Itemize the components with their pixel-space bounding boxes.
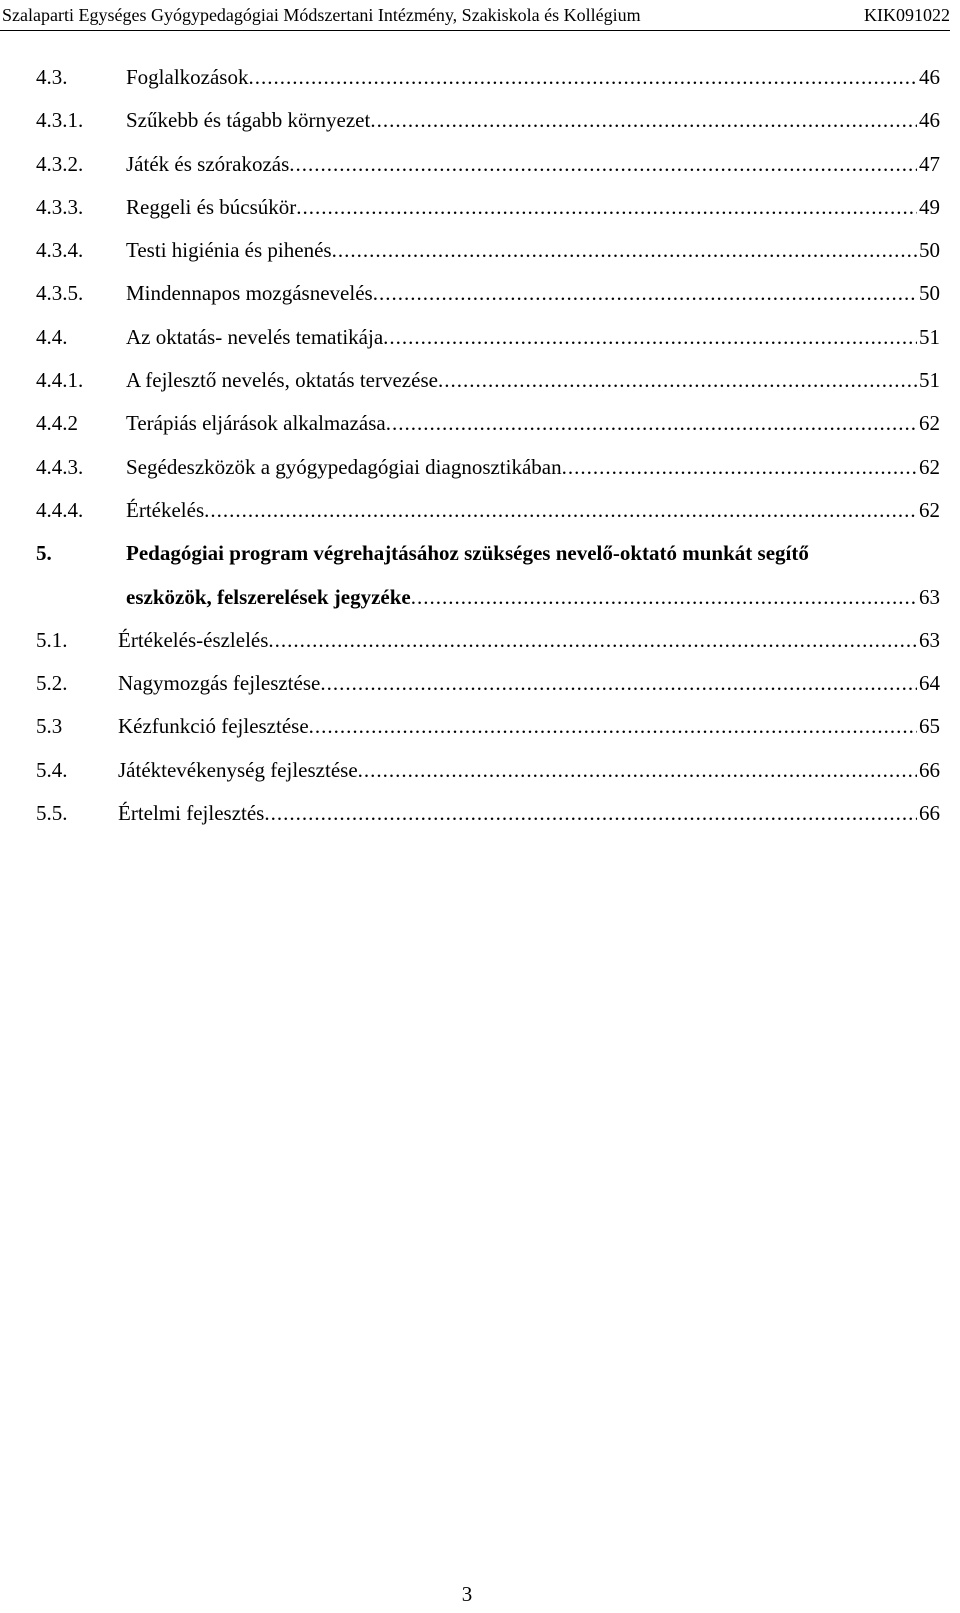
toc-chapter-entry[interactable]	[36, 532, 940, 575]
toc-leader-dots	[562, 446, 917, 489]
toc-entry-page: 51	[919, 368, 940, 393]
toc-leader-dots	[296, 186, 917, 229]
toc-entry-number: 5.1.	[36, 627, 68, 652]
toc-entry[interactable]	[36, 446, 940, 489]
toc-entry-title: Értékelés-észlelés	[118, 627, 269, 652]
toc-entry-title: Szűkebb és tágabb környezet	[126, 108, 371, 133]
toc-entry-number: 4.3.4.	[36, 238, 84, 263]
toc-entry-title: Az oktatás- nevelés tematikája	[126, 324, 384, 349]
toc-entry-number: 5.3	[36, 714, 63, 739]
toc-entry[interactable]	[36, 619, 940, 662]
toc-leader-dots	[289, 143, 917, 186]
toc-entry-page: 63	[919, 584, 940, 609]
toc-leader-dots	[373, 272, 917, 315]
toc-entry-title: Foglalkozások	[126, 65, 249, 89]
header-document-code: KIK091022	[864, 4, 950, 25]
page-header	[0, 0, 950, 31]
toc-entry-page: 63	[919, 627, 940, 652]
toc-entry-page: 62	[919, 454, 940, 479]
toc-entry-number: 5.4.	[36, 757, 68, 782]
toc-entry-page: 47	[919, 151, 940, 176]
toc-leader-dots	[309, 705, 917, 748]
toc-entry[interactable]	[36, 229, 940, 272]
toc-entry-number: 5.5.	[36, 801, 68, 826]
toc-leader-dots	[386, 402, 917, 445]
toc-leader-dots	[264, 792, 917, 835]
toc-entry-title: Értelmi fejlesztés	[118, 801, 265, 826]
toc-entry-number: 4.4.	[36, 324, 68, 349]
toc-entry-number: 4.3.5.	[36, 281, 84, 306]
toc-entry-number: 4.3.3.	[36, 194, 84, 219]
toc-entry[interactable]	[36, 186, 940, 229]
toc-leader-dots	[332, 229, 917, 272]
toc-entry[interactable]	[36, 143, 940, 186]
toc-entry-page: 50	[919, 281, 940, 306]
toc-entry-title: Terápiás eljárások alkalmazása	[126, 411, 386, 436]
toc-leader-dots	[370, 99, 917, 142]
toc-entry-number: 5.2.	[36, 671, 68, 696]
toc-entry-page: 64	[919, 671, 940, 696]
toc-entry[interactable]	[36, 792, 940, 835]
toc-entry-title: Reggeli és búcsúkör	[126, 194, 297, 219]
toc-leader-dots	[204, 489, 917, 532]
toc-entry-number: 4.3.	[36, 65, 68, 89]
toc-leader-dots	[411, 576, 917, 619]
toc-entry[interactable]	[36, 99, 940, 142]
toc-entry-title: Segédeszközök a gyógypedagógiai diagnosztikában	[126, 454, 562, 479]
header-institution: Szalaparti Egységes Gyógypedagógiai Módszertani Intézmény, Szakiskola és Kollégium	[2, 4, 641, 25]
toc-leader-dots	[383, 316, 917, 359]
toc-leader-dots	[438, 359, 917, 402]
toc-entry-number: 4.4.4.	[36, 497, 84, 522]
toc-entry-title: A fejlesztő nevelés, oktatás tervezése	[126, 368, 438, 393]
toc-entry[interactable]	[36, 359, 940, 402]
toc-entry-title: Kézfunkció fejlesztése	[118, 714, 309, 739]
toc-entry-title: Játék és szórakozás	[126, 151, 290, 176]
toc-entry-page: 51	[919, 324, 940, 349]
toc-entry-page: 65	[919, 714, 940, 739]
page-number: 3	[461, 1582, 473, 1606]
toc-entry-page: 66	[919, 757, 940, 782]
toc-leader-dots	[268, 619, 917, 662]
toc-entry-title: Értékelés	[126, 497, 205, 522]
toc-entry[interactable]	[36, 316, 940, 359]
toc-entry-number: 4.4.2	[36, 411, 78, 436]
toc-entry-number: 4.3.1.	[36, 108, 84, 133]
toc-entry-number: 4.4.1.	[36, 368, 84, 393]
toc-entry-page: 46	[919, 108, 940, 133]
toc-chapter-title-line1: Pedagógiai program végrehajtásához szükséges nevelő-oktató munkát segítő	[126, 541, 809, 566]
toc-chapter-title-line2: eszközök, felszerelések jegyzéke	[126, 584, 411, 609]
toc-entry-number: 4.3.2.	[36, 151, 84, 176]
toc-leader-dots	[320, 662, 917, 705]
toc-entry-page: 46	[919, 65, 940, 89]
toc-entry-page: 62	[919, 497, 940, 522]
toc-entry[interactable]	[36, 402, 940, 445]
toc-entry-page: 50	[919, 238, 940, 263]
toc-entry-page: 49	[919, 194, 940, 219]
toc-entry-page: 66	[919, 801, 940, 826]
toc-entry[interactable]	[36, 749, 940, 792]
toc-entry[interactable]	[36, 56, 940, 99]
toc-chapter-entry-continued[interactable]	[36, 576, 940, 619]
toc-entry-number: 4.4.3.	[36, 454, 84, 479]
toc-entry-title: Mindennapos mozgásnevelés	[126, 281, 373, 306]
toc-entry-title: Nagymozgás fejlesztése	[118, 671, 321, 696]
toc-entry-title: Testi higiénia és pihenés	[126, 238, 332, 263]
toc-entry[interactable]	[36, 662, 940, 705]
toc-entry[interactable]	[36, 272, 940, 315]
toc-leader-dots	[358, 749, 917, 792]
toc-entry-title: Játéktevékenység fejlesztése	[118, 757, 358, 782]
toc-chapter-number: 5.	[36, 541, 52, 566]
toc-leader-dots	[248, 56, 917, 99]
table-of-contents	[36, 56, 940, 835]
toc-entry[interactable]	[36, 705, 940, 748]
toc-entry-page: 62	[919, 411, 940, 436]
toc-entry[interactable]	[36, 489, 940, 532]
